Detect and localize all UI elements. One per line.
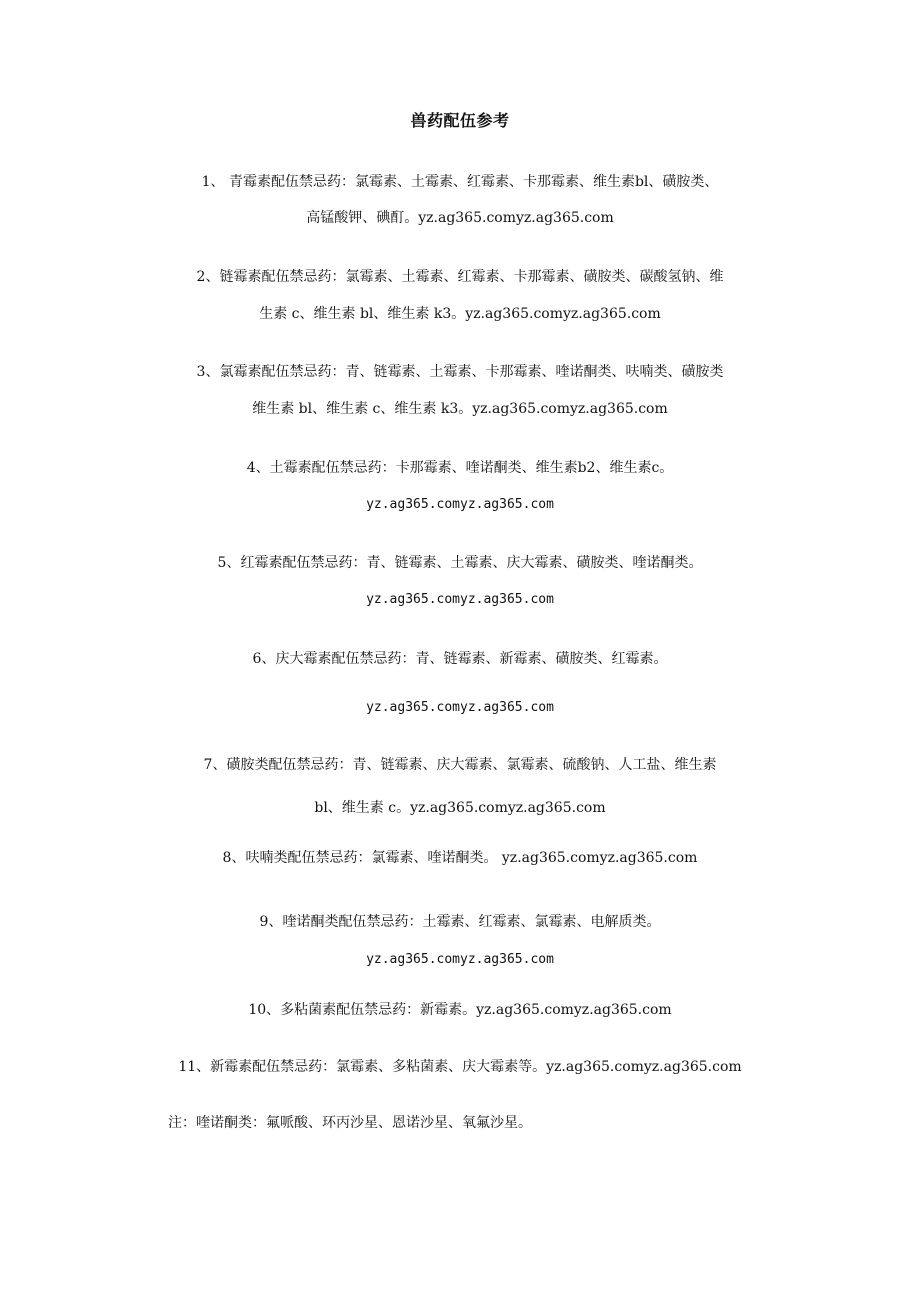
item-1-line-1: 1、 青霉素配伍禁忌药：氯霉素、土霉素、红霉素、卡那霉素、维生素bl、磺胺类、 — [201, 174, 719, 190]
item-6-line-1: 6、庆大霉素配伍禁忌药：青、链霉素、新霉素、磺胺类、红霉素。 — [252, 651, 668, 667]
item-7-line-2: bl、维生素 c。yz.ag365.comyz.ag365.com — [314, 800, 606, 816]
note-text: 注：喹诺酮类：氟哌酸、环丙沙星、恩诺沙星、氧氟沙星。 — [168, 1115, 532, 1131]
item-3-line-1: 3、氯霉素配伍禁忌药：青、链霉素、土霉素、卡那霉素、喹诺酮类、呋喃类、磺胺类 — [196, 364, 724, 380]
item-4-line-1: 4、土霉素配伍禁忌药：卡那霉素、喹诺酮类、维生素b2、维生素c。 — [246, 460, 674, 476]
item-4-line-2: yz.ag365.comyz.ag365.com — [366, 497, 554, 512]
item-9-line-1: 9、喹诺酮类配伍禁忌药：土霉素、红霉素、氯霉素、电解质类。 — [259, 914, 661, 930]
item-11-line-1: 11、新霉素配伍禁忌药：氯霉素、多粘菌素、庆大霉素等。yz.ag365.comyz.ag365.com — [178, 1059, 742, 1075]
item-2-line-2: 生素 c、维生素 bl、维生素 k3。yz.ag365.comyz.ag365.com — [259, 306, 661, 322]
item-3-line-2: 维生素 bl、维生素 c、维生素 k3。yz.ag365.comyz.ag365.com — [252, 401, 668, 417]
item-10-line-1: 10、多粘菌素配伍禁忌药：新霉素。yz.ag365.comyz.ag365.com — [248, 1002, 672, 1018]
item-2-line-1: 2、链霉素配伍禁忌药：氯霉素、土霉素、红霉素、卡那霉素、磺胺类、碳酸氢钠、维 — [196, 269, 724, 285]
item-6-line-2: yz.ag365.comyz.ag365.com — [366, 700, 554, 715]
item-5-line-1: 5、红霉素配伍禁忌药：青、链霉素、土霉素、庆大霉素、磺胺类、喹诺酮类。 — [217, 555, 703, 571]
item-5-line-2: yz.ag365.comyz.ag365.com — [366, 592, 554, 607]
item-7-line-1: 7、磺胺类配伍禁忌药：青、链霉素、庆大霉素、氯霉素、硫酸钠、人工盐、维生素 — [203, 757, 717, 773]
item-1-line-2: 高锰酸钾、碘酊。yz.ag365.comyz.ag365.com — [306, 210, 614, 226]
item-8-line-1: 8、呋喃类配伍禁忌药：氯霉素、喹诺酮类。 yz.ag365.comyz.ag365.com — [222, 850, 698, 866]
item-9-line-2: yz.ag365.comyz.ag365.com — [366, 952, 554, 967]
page-title: 兽药配伍参考 — [410, 111, 510, 130]
